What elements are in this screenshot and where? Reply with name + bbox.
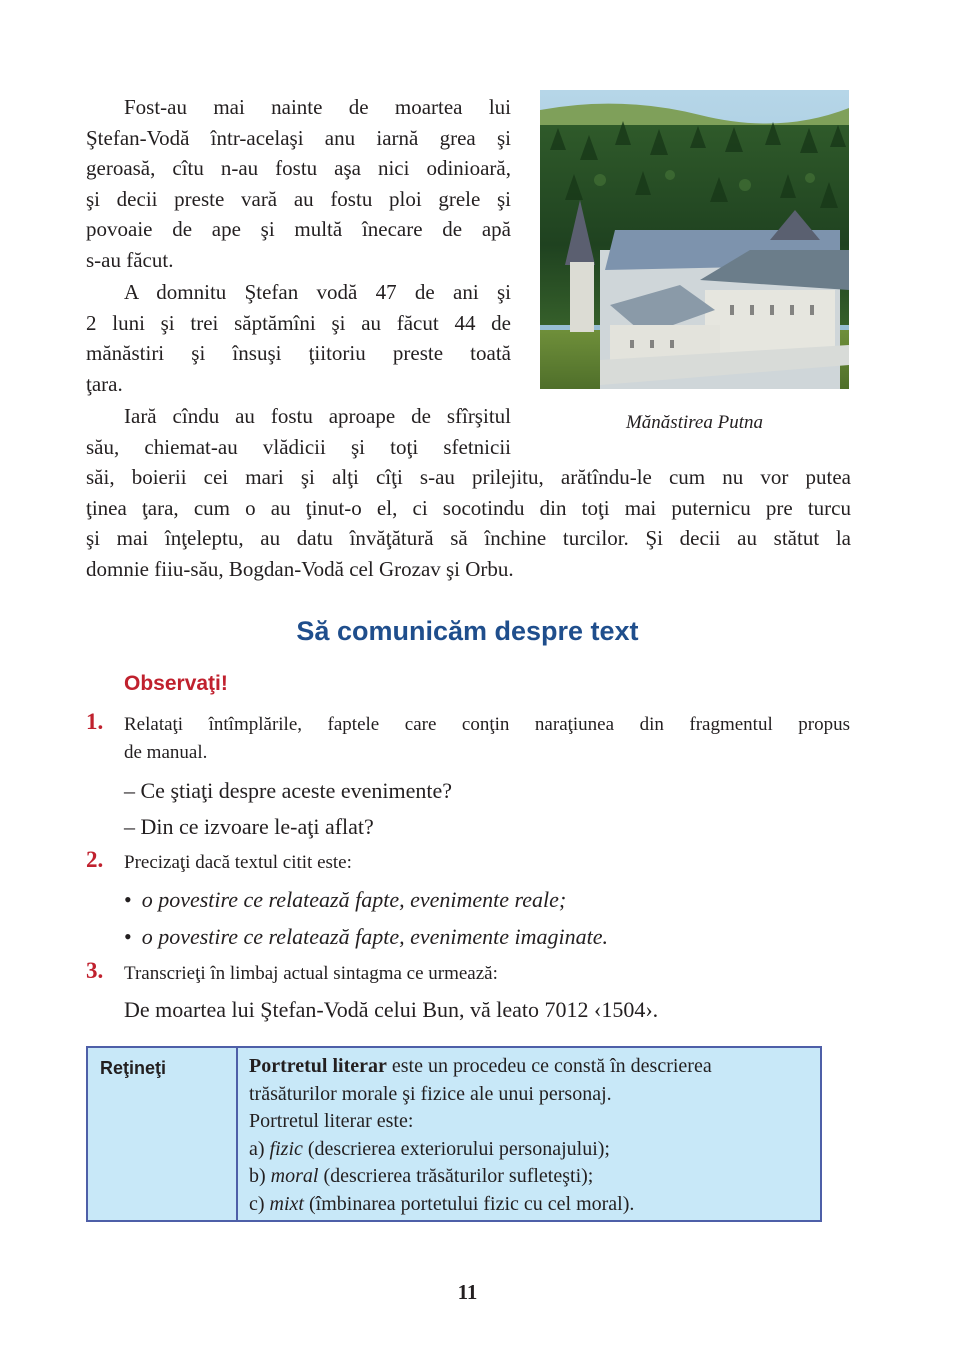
figure-caption: Mănăstirea Putna — [625, 412, 764, 433]
item-desc: (descrierea exteriorului personajului); — [302, 1137, 610, 1160]
retineti-content — [249, 1053, 810, 1218]
text-line: său, chiemat-au vlădicii şi toţi sfetnicii — [86, 434, 511, 459]
text-line: Fost-au mai nainte de moartea lui — [124, 95, 511, 119]
text-line: A domnitu Ştefan vodă 47 de ani şi — [124, 280, 511, 304]
term: Portretul literar — [249, 1055, 387, 1077]
question-number: 2. — [86, 847, 104, 872]
text-line: ţinea ţara, cum o au ţinut-o el, ci socotindu din toţi mai puternicu pre turcu — [86, 495, 851, 520]
definition-text: este un procedeu ce constă în descrierea — [386, 1055, 712, 1077]
text-line: Ştefan-Vodă într-acelaşi anu iarnă grea şi — [86, 125, 511, 150]
item-desc: (descrierea trăsăturilor sufleteşti); — [318, 1165, 594, 1187]
definition-line: Portretul literar este: — [249, 1110, 414, 1132]
retineti-label: Reţineţi — [88, 1048, 238, 1220]
bullet-text: o povestire ce relatează fapte, evenimente imaginate. — [141, 924, 609, 949]
bullet-item — [124, 887, 566, 913]
subheading: Observaţi! — [124, 672, 228, 695]
definition-line — [249, 1053, 810, 1081]
question-text: Precizaţi dacă textul citit este: — [124, 852, 352, 873]
retineti-box — [86, 1046, 822, 1222]
text-line: mănăstiri şi însuşi ţiitoriu preste toată — [86, 341, 511, 365]
sub-question: – Ce ştiaţi despre aceste evenimente? — [124, 778, 453, 803]
portrait-type-item — [249, 1136, 810, 1164]
item-term: mixt — [269, 1192, 304, 1215]
item-desc: (îmbinarea portetului fizic cu cel moral). — [303, 1192, 635, 1215]
text-line: povoaie de ape şi multă înecare de apă — [86, 217, 511, 241]
question-text — [124, 711, 850, 767]
portrait-type-item — [249, 1163, 810, 1191]
text-line: Iară cîndu au fostu aproape de sfîrşitul — [124, 404, 511, 428]
page-number: 11 — [457, 1280, 478, 1304]
bullet-icon: • — [124, 887, 132, 912]
text-line: ţara. — [86, 371, 123, 396]
text-line: s-au făcut. — [86, 247, 174, 272]
text-line: 2 luni şi trei săptămîni şi au făcut 44 de — [86, 310, 511, 335]
text-line: geroasă, cîtu n-au fostu aşa nici odinioară, — [86, 156, 511, 180]
question-number: 3. — [86, 958, 104, 983]
bullet-item — [124, 924, 608, 950]
text-line: şi mai înţeleptu, au datu învăţătură să închine turcilor. Şi decii au stătut la — [86, 526, 851, 550]
item-term: fizic — [269, 1137, 303, 1160]
item-prefix: a) — [249, 1137, 270, 1160]
definition-line: trăsăturilor morale şi fizice ale unui personaj. — [249, 1082, 612, 1105]
bullet-text: o povestire ce relatează fapte, evenimente reale; — [141, 887, 567, 912]
text-line: săi, boierii cei mari şi alţi cîţi s-au prilejitu, arătîndu-le cum nu vor putea — [86, 465, 851, 489]
story-paragraph-1 — [86, 92, 511, 275]
text-line: Relataţi întîmplările, faptele care conţin naraţiunea din fragmentul propus — [124, 714, 850, 735]
question-number: 1. — [86, 709, 104, 734]
bullet-icon: • — [124, 924, 132, 949]
text-line: domnie fiiu-său, Bogdan-Vodă cel Grozav şi Orbu. — [86, 556, 514, 581]
portrait-type-item — [249, 1191, 810, 1219]
text-line: şi decii preste vară au fostu ploi grele şi — [86, 186, 511, 211]
monastery-photo — [540, 90, 849, 389]
monastery-illustration — [540, 90, 849, 389]
story-paragraph-2 — [86, 277, 511, 399]
text-line: de manual. — [124, 742, 208, 763]
item-prefix: c) — [249, 1192, 270, 1215]
sub-question: – Din ce izvoare le-aţi aflat? — [124, 814, 374, 839]
question-text: Transcrieţi în limbaj actual sintagma ce urmează: — [124, 963, 498, 984]
section-title: Să comunicăm despre text — [296, 616, 639, 646]
item-prefix: b) — [249, 1165, 271, 1187]
quote-text: De moartea lui Ştefan-Vodă celui Bun, vă leato 7012 ‹1504›. — [124, 997, 659, 1022]
item-term: moral — [270, 1165, 319, 1187]
